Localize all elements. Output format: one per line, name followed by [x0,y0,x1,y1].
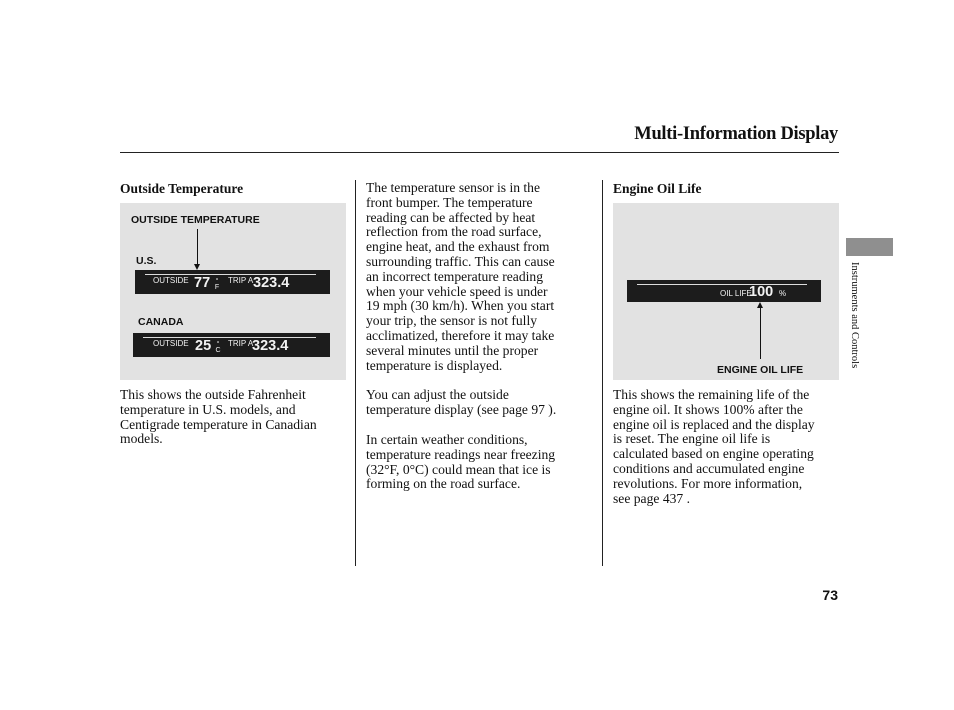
us-display [135,270,330,294]
us-degree-symbol: ° [215,278,219,285]
text-line: your trip, the sensor is not fully [366,313,538,329]
us-temperature-value: 77 [194,275,211,291]
caption-line: models. [120,431,163,447]
caption-line: conditions and accumulated engine [613,460,805,476]
outside-temperature-figure [120,203,346,380]
outside-temperature-heading: Outside Temperature [120,181,244,196]
caption-line: Centigrade temperature in Canadian [120,416,317,432]
trip-label: TRIP A [228,276,254,285]
adjust-display-paragraph [366,388,598,418]
section-tab[interactable] [846,238,893,256]
text-line: an incorrect temperature reading [366,268,543,284]
text-line: 19 mph (30 km/h). When you start [366,298,555,314]
caption-line: This shows the outside Fahrenheit [120,387,306,402]
outside-label: OUTSIDE [153,276,189,285]
display-line [143,337,316,338]
engine-oil-life-figure [613,203,839,380]
caption-line: temperature in U.S. models, and [120,401,296,417]
text-line: reading can be affected by heat [366,209,536,225]
text-line: The temperature sensor is in the [366,180,541,195]
text-line: front bumper. The temperature [366,194,533,210]
text-line: In certain weather conditions, [366,432,528,447]
callout-leader-line [197,229,198,266]
caption-line: engine oil. It shows 100% after the [613,401,803,417]
page-reference-link[interactable]: see page 437 . [613,490,691,506]
text-line: You can adjust the outside [366,387,509,402]
section-tab-label: Instruments and Controls [849,262,860,369]
text-line: forming on the road surface. [366,476,521,492]
column-divider-2 [602,180,603,566]
text-line: (32°F, 0°C) could mean that ice is [366,461,551,477]
outside-temperature-callout: OUTSIDE TEMPERATURE [131,214,260,226]
caption-line: calculated based on engine operating [613,446,814,462]
engine-oil-life-callout: ENGINE OIL LIFE [717,364,804,376]
us-label: U.S. [136,255,157,267]
trip-label: TRIP A [228,339,254,348]
text-line: temperature is displayed. [366,357,503,373]
canada-display [133,333,330,357]
oil-life-display [627,280,821,302]
text-line: reflection from the road surface, [366,224,542,240]
text-line: surrounding traffic. This can cause [366,253,555,269]
text-line: several minutes until the proper [366,342,539,358]
callout-leader-line [760,307,761,359]
text-line: acclimatized, therefore it may take [366,327,555,343]
display-line [145,274,316,275]
text-line: engine heat, and the exhaust from [366,239,550,255]
display-line [637,284,807,285]
page-reference-link[interactable]: temperature display (see page 97 ). [366,401,557,417]
text-line: when your vehicle speed is under [366,283,548,299]
canada-temperature-value: 25 [195,338,212,354]
caption-line: This shows the remaining life of the [613,387,810,402]
title-rule [120,152,839,153]
caption-line: revolutions. For more information, [613,475,803,491]
canada-degree-symbol: ° [216,341,220,348]
trip-value: 323.4 [253,275,290,291]
caption-line: engine oil is replaced and the display [613,416,815,432]
freezing-warning-paragraph [366,433,598,492]
caption-line: is reset. The engine oil life is [613,431,771,447]
oil-life-label: OIL LIFE [720,289,752,298]
page-number: 73 [822,587,838,603]
oil-life-percent: % [779,289,787,298]
us-unit-f: F [214,284,220,291]
outside-label: OUTSIDE [153,339,189,348]
text-line: temperature readings near freezing [366,446,556,462]
column-divider-1 [355,180,356,566]
canada-label: CANADA [138,316,184,328]
sensor-paragraph [366,181,598,373]
outside-temperature-caption [120,388,352,447]
canada-unit-c: C [215,347,221,354]
engine-oil-life-caption [613,388,843,506]
trip-value: 323.4 [252,338,289,354]
engine-oil-life-heading: Engine Oil Life [613,181,702,196]
oil-life-value: 100 [749,284,774,300]
page-title: Multi-Information Display [634,124,838,144]
